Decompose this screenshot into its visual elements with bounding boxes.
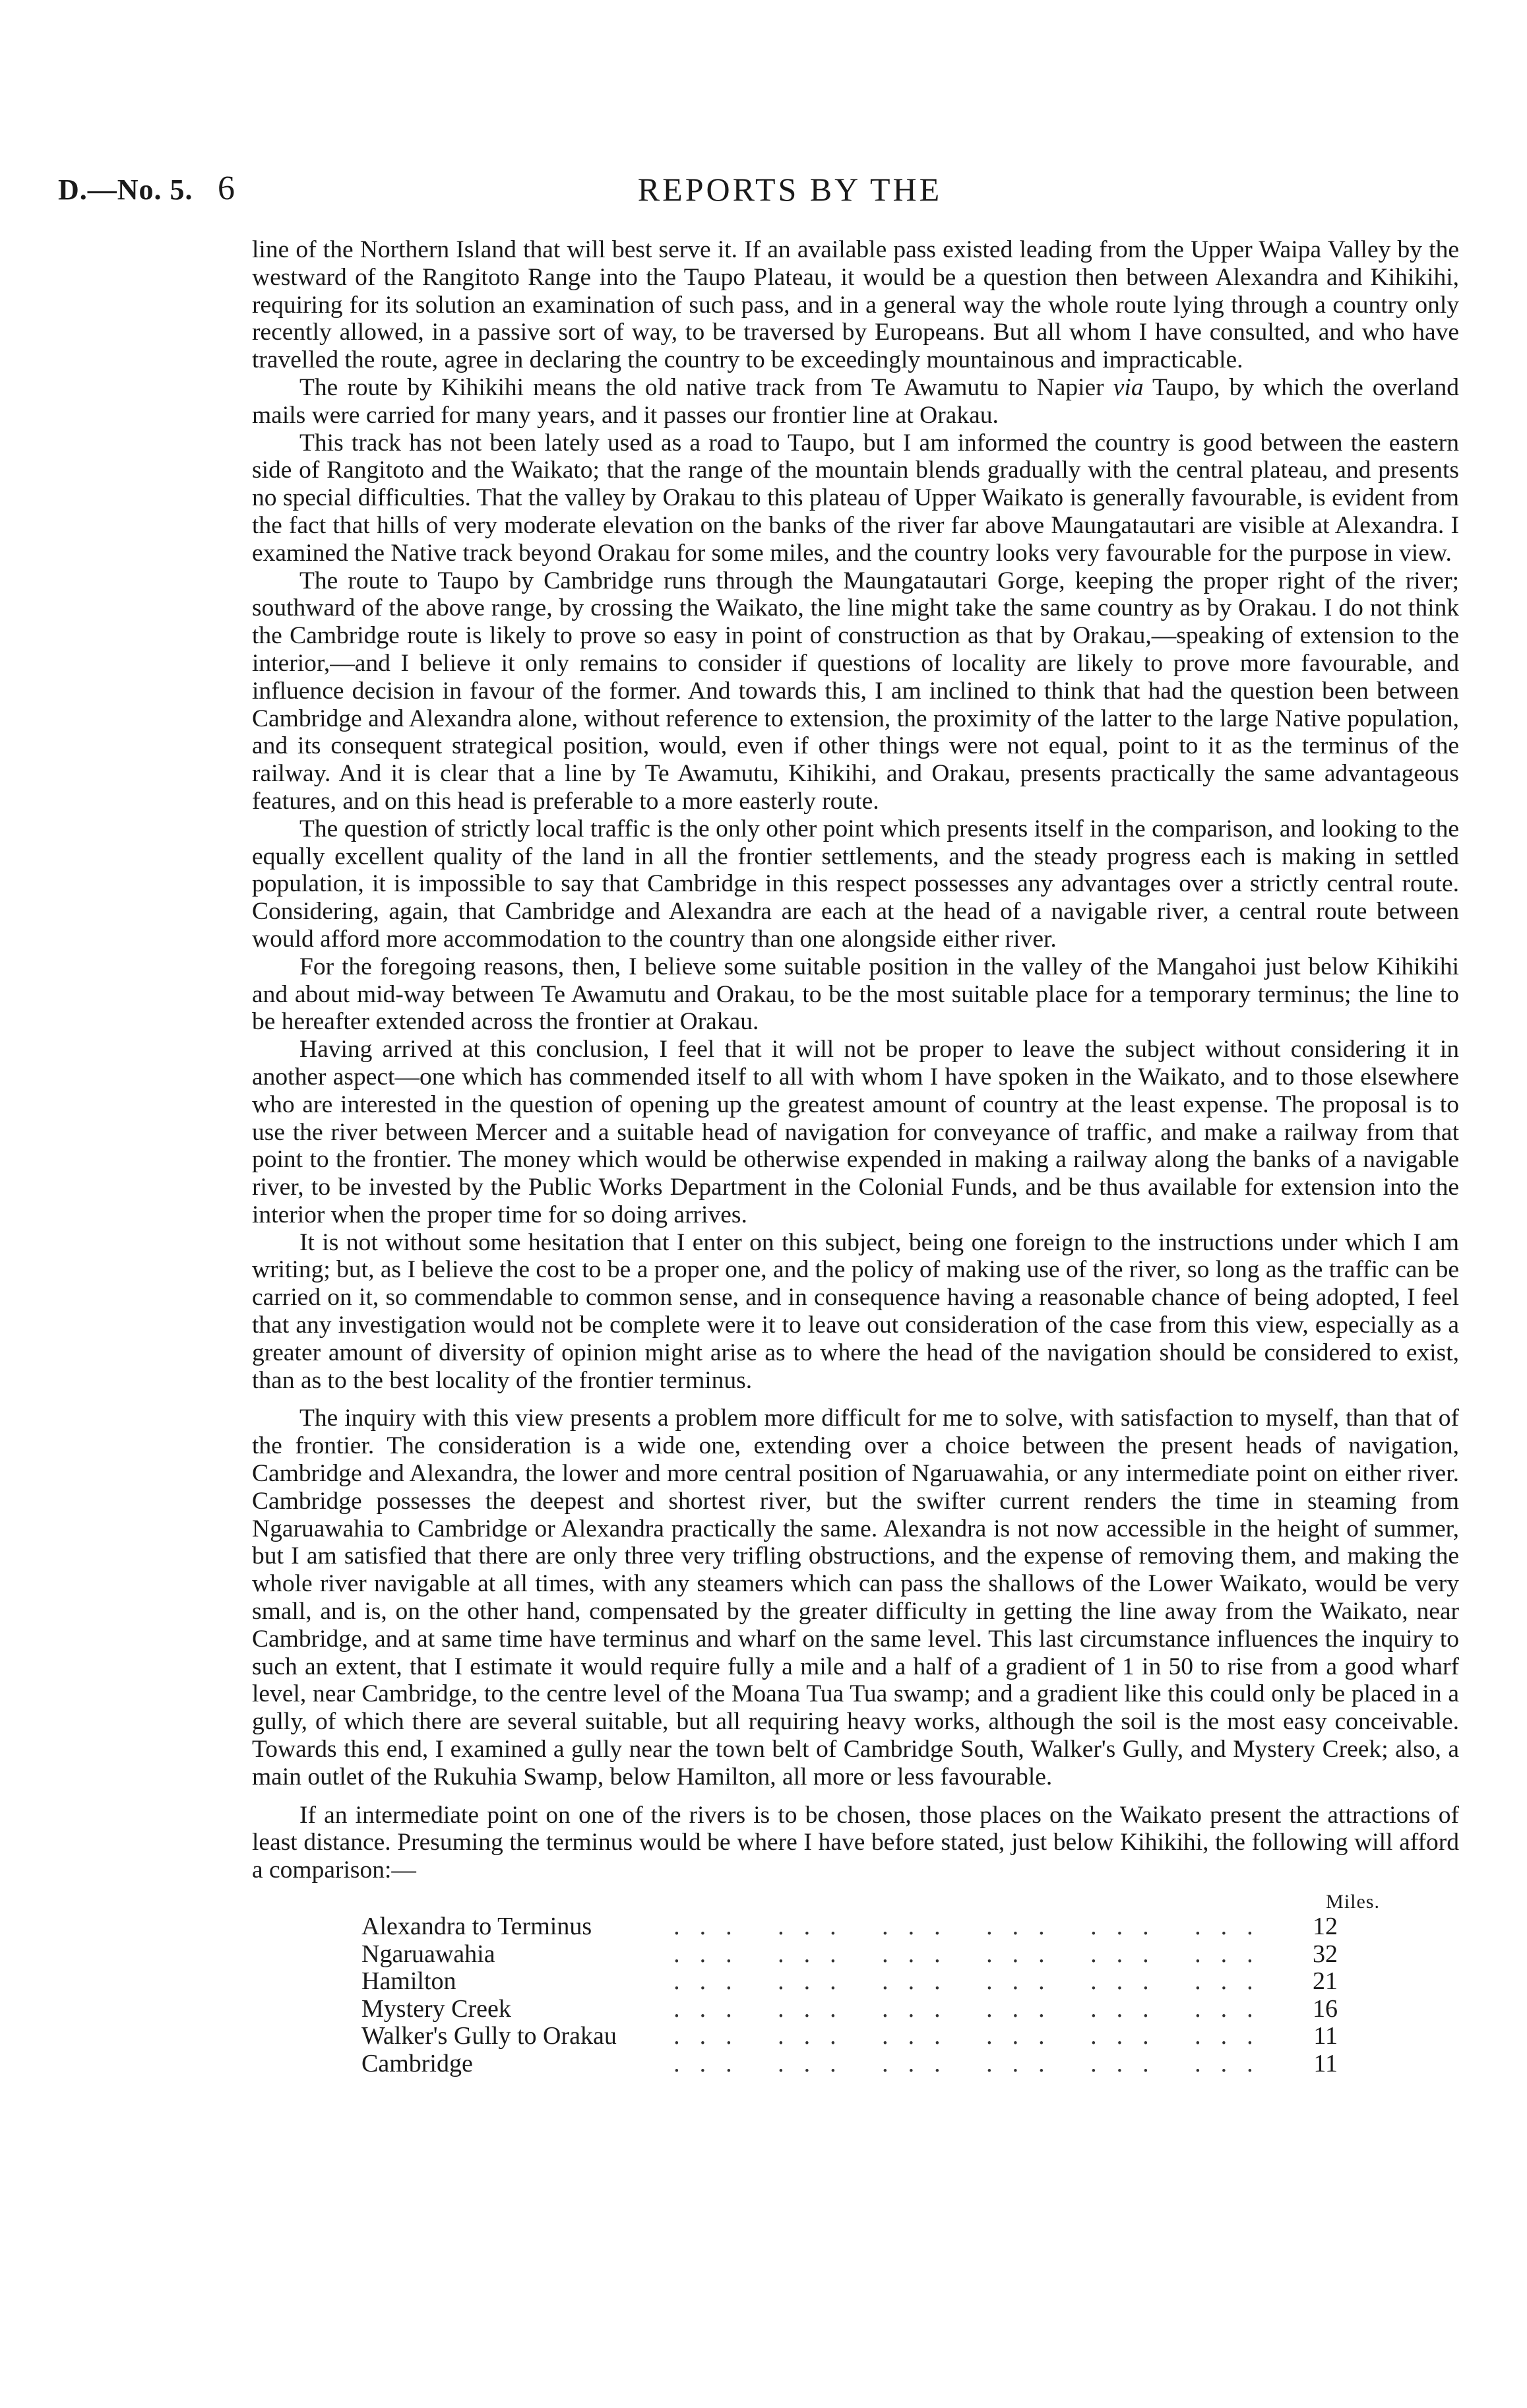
- dot-leader: ... ... ... ... ... ...: [673, 1940, 1273, 1968]
- place-name: Walker's Gully to Orakau: [361, 2022, 617, 2050]
- paragraph: For the foregoing reasons, then, I believe some suitable position in the valley of the Mangahoi just below Kihikihi and about mid-way between Te Awamutu and Orakau, to be the most suitable place for a temporary terminus; the line to be hereafter extended across the frontier at Orakau.: [252, 953, 1459, 1036]
- italic-term: via: [1113, 373, 1144, 401]
- paragraph-text: Taupo, by which the overland mails were carried for many years, and it passes our frontier line at Orakau.: [252, 373, 1459, 429]
- paragraph: This track has not been lately used as a road to Taupo, but I am informed the country is good between the eastern side of Rangitoto and the Waikato; that the range of the mountain blends gradually with the central plateau, and presents no special difficulties. That the valley by Orakau to this plateau of Upper Waikato is generally favourable, is evident from the fact that hills of very moderate elevation on the banks of the river far above Maungatautari are visible at Alexandra. I examined the Native track beyond Orakau for some miles, and the country looks very favourable for the purpose in view.: [252, 429, 1459, 567]
- miles-value: 21: [1313, 1967, 1338, 1996]
- table-row: [361, 1996, 1338, 2023]
- place-name: Ngaruawahia: [361, 1940, 495, 1968]
- table-row: [361, 1913, 1338, 1941]
- place-name: Cambridge: [361, 2049, 473, 2077]
- dot-leader: ... ... ... ... ... ...: [673, 1995, 1273, 2023]
- paragraph: Having arrived at this conclusion, I feel that it will not be proper to leave the subject without considering it in another aspect—one which has commended itself to all with whom I have spoken in the Waikato, and to those elsewhere who are interested in the question of opening up the greatest amount of country at the least expense. The proposal is to use the river between Mercer and a suitable head of navigation for conveyance of traffic, and make a railway from that point to the frontier. The money which would be otherwise expended in making a railway along the banks of a navigable river, to be invested by the Public Works Department in the Colonial Funds, and be thus available for extension into the interior when the proper time for so doing arrives.: [252, 1036, 1459, 1228]
- paragraph-text: The route by Kihikihi means the old native track from Te Awamutu to Napier: [299, 373, 1113, 401]
- miles-value: 32: [1313, 1940, 1338, 1968]
- paragraph: line of the Northern Island that will best serve it. If an available pass existed leading from the Upper Waipa Valley by the westward of the Rangitoto Range into the Taupo Plateau, it would be a question then between Alexandra and Kihikihi, requiring for its solution an examination of such pass, and in a general way the whole route lying through a country only recently allowed, in a passive sort of way, to be traversed by Europeans. But all whom I have consulted, and who have travelled the route, agree in declaring the country to be exceedingly mountainous and impracticable.: [252, 236, 1459, 374]
- paragraph: The question of strictly local traffic is the only other point which presents itself in the comparison, and looking to the equally excellent quality of the land in all the frontier settlements, and the steady progress each is making in settled population, it is impossible to say that Cambridge in this respect possesses any advantages over a strictly central route. Considering, again, that Cambridge and Alexandra are each at the head of a navigable river, a central route between would afford more accommodation to the country than one alongside either river.: [252, 815, 1459, 953]
- dot-leader: ... ... ... ... ... ...: [673, 2050, 1273, 2077]
- paragraph: If an intermediate point on one of the rivers is to be chosen, those places on the Waikato present the attractions of least distance. Presuming the terminus would be where I have before stated, just below Kihikihi, the following will afford a comparison:—: [252, 1801, 1459, 1884]
- table-row: [361, 1968, 1338, 1996]
- miles-value: 11: [1313, 2049, 1338, 2077]
- dot-leader: ... ... ... ... ... ...: [673, 2023, 1273, 2050]
- dot-leader: ... ... ... ... ... ...: [673, 1913, 1273, 1941]
- page-header: [0, 170, 1527, 219]
- table-row: [361, 2023, 1338, 2050]
- paragraph: The route to Taupo by Cambridge runs through the Maungatautari Gorge, keeping the proper right of the river; southward of the above range, by crossing the Waikato, the line might take the same country as by Orakau. I do not think the Cambridge route is likely to prove so easy in point of construction as that by Orakau,—speaking of extension to the interior,—and I believe it only remains to consider if questions of locality are likely to prove more favourable, and influence decision in favour of the former. And towards this, I am inclined to think that had the question been between Cambridge and Alexandra alone, without reference to extension, the proximity of the latter to the large Native population, and its consequent strategical position, would, even if other things were not equal, point to it as the terminus of the railway. And it is clear that a line by Te Awamutu, Kihikihi, and Orakau, presents practically the same advantageous features, and on this head is preferable to a more easterly route.: [252, 567, 1459, 815]
- table-row: [361, 2050, 1338, 2078]
- dot-leader: ... ... ... ... ... ...: [673, 1968, 1273, 1996]
- report-body: [252, 236, 1459, 2077]
- document-reference: D.—No. 5.: [58, 174, 193, 206]
- paragraph: It is not without some hesitation that I enter on this subject, being one foreign to the instructions under which I am writing; but, as I believe the cost to be a proper one, and the policy of making use of the river, so long as the traffic can be carried on it, so commendable to common sense, and in consequence having a reasonable chance of being adopted, I feel that any investigation would not be complete were it to leave out consideration of the case from this view, especially as a greater amount of diversity of opinion might arise as to where the head of the navigation should be considered to exist, than as to the best locality of the frontier terminus.: [252, 1228, 1459, 1394]
- paragraph: [252, 374, 1459, 429]
- paragraph: The inquiry with this view presents a problem more difficult for me to solve, with satisfaction to myself, than that of the frontier. The consideration is a wide one, extending over a choice between the present heads of navigation, Cambridge and Alexandra, the lower and more central position of Ngaruawahia, or any intermediate point on either river. Cambridge possesses the deepest and shortest river, but the swifter current renders the time in steaming from Ngaruawahia to Cambridge or Alexandra practically the same. Alexandra is not now accessible in the height of summer, but I am satisfied that there are only three very trifling obstructions, and the expense of removing them, and making the whole river navigable at all times, with any steamers which can pass the shallows of the Lower Waikato, would be very small, and is, on the other hand, compensated by the greater difficulty in getting the line away from the Waikato, near Cambridge, and at same time have terminus and wharf on the same level. This last circumstance influences the inquiry to such an extent, that I estimate it would require fully a mile and a half of a gradient of 1 in 50 to rise from a good wharf level, near Cambridge, to the centre level of the Moana Tua Tua swamp; and a gradient like this could only be placed in a gully, of which there are several suitable, but all requiring heavy works, although the soil is the most easy conceivable. Towards this end, I examined a gully near the town belt of Cambridge South, Walker's Gully, and Mystery Creek; also, a main outlet of the Rukuhia Swamp, below Hamilton, all more or less favourable.: [252, 1405, 1459, 1790]
- miles-column-header: Miles.: [1326, 1891, 1380, 1913]
- place-name: Mystery Creek: [361, 1994, 511, 2023]
- table-row: [361, 1941, 1338, 1969]
- running-title: REPORTS BY THE: [637, 171, 943, 208]
- page-number: 6: [218, 170, 235, 207]
- miles-value: 11: [1313, 2022, 1338, 2050]
- place-name: Alexandra to Terminus: [361, 1913, 592, 1941]
- table-header: [252, 1884, 1459, 1913]
- miles-value: 16: [1313, 1994, 1338, 2023]
- miles-value: 12: [1313, 1913, 1338, 1941]
- place-name: Hamilton: [361, 1967, 456, 1996]
- distance-table: [361, 1913, 1338, 2077]
